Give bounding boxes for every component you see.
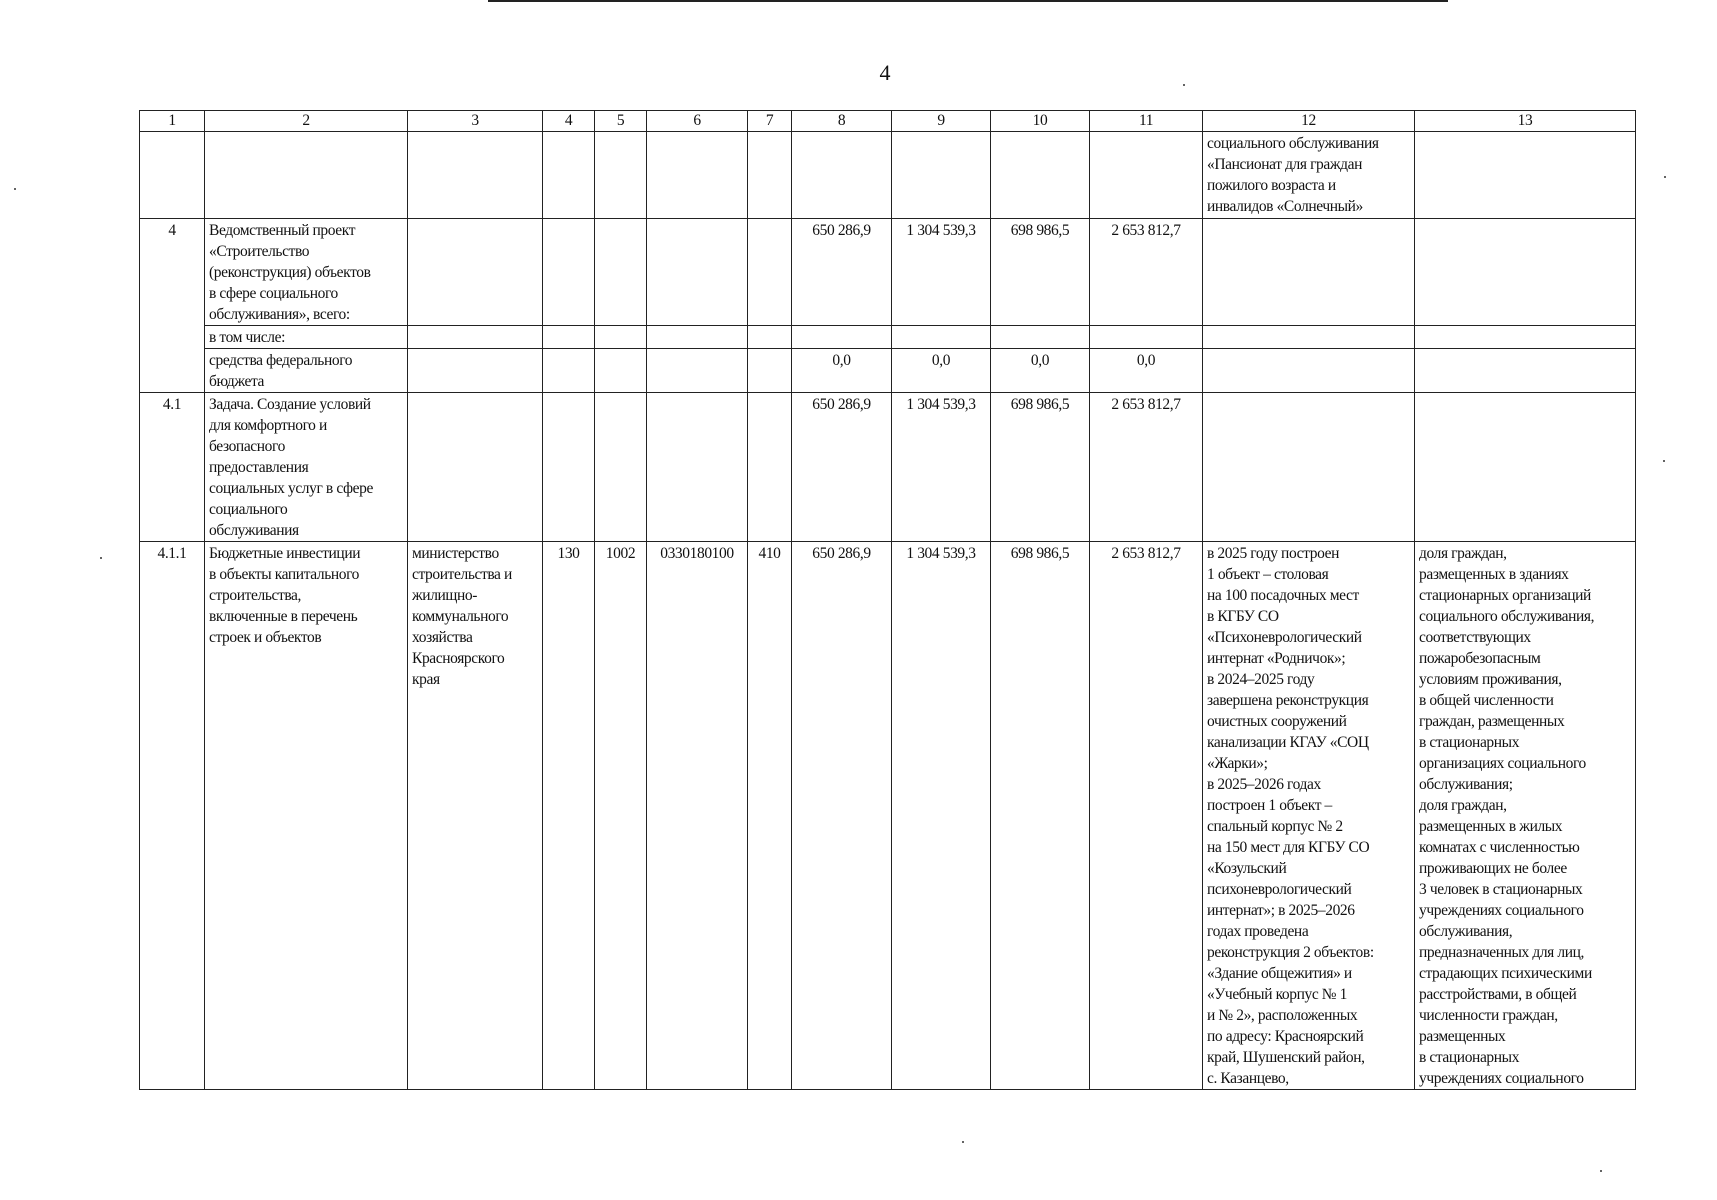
row-number: 4.1 [140,393,205,542]
value-col8: 650 286,9 [792,393,892,542]
column-number: 11 [1090,111,1203,132]
value-col8: 650 286,9 [792,542,892,1090]
value-col8: 650 286,9 [792,219,892,326]
column-number: 2 [205,111,408,132]
scan-speck [1663,460,1665,462]
column-number: 12 [1203,111,1415,132]
value-col10: 698 986,5 [991,542,1090,1090]
table-row-4-1 [140,393,1636,542]
column-number-row [140,111,1636,132]
column-number: 1 [140,111,205,132]
table-row-federal [140,349,1636,393]
scan-speck [962,1141,964,1143]
table-row-4 [140,219,1636,326]
page-number: 4 [879,60,891,85]
column-number: 5 [595,111,647,132]
row-name: в том числе: [205,326,408,349]
code-col5: 1002 [595,542,647,1090]
value-col8: 0,0 [792,349,892,393]
code-col6: 0330180100 [647,542,748,1090]
code-col4: 130 [543,542,595,1090]
value-col10: 698 986,5 [991,393,1090,542]
column-number: 6 [647,111,748,132]
column-number: 13 [1415,111,1636,132]
row-number: 4.1.1 [140,542,205,1090]
value-col11: 2 653 812,7 [1090,393,1203,542]
row-name: Задача. Создание условий для комфортного и безопасного предоставления социальных услуг в сфере социального обслуживания [205,393,408,542]
value-col10: 0,0 [991,349,1090,393]
row-name: средства федерального бюджета [205,349,408,393]
program-table [139,110,1636,1090]
value-col10: 698 986,5 [991,219,1090,326]
executor-cell: министерство строительства и жилищно- коммунального хозяйства Красноярского края [408,542,543,1090]
indicator-cell: доля граждан, размещенных в зданиях стационарных организаций социального обслуживания, соответствующих пожаробезопасным условиям проживания, в общей численности граждан, размещенных в стационарных организациях социального обслуживания; доля граждан, размещенных в жилых комнатах с численностью проживающих не более 3 человек в стационарных учреждениях социального обслуживания, предназначенных для лиц, страдающих психическими расстройствами, в общей численности граждан, размещенных в стационарных учреждениях социального [1415,542,1636,1090]
value-col11: 2 653 812,7 [1090,542,1203,1090]
table-row-4-1-1 [140,542,1636,1090]
result-cell: социального обслуживания «Пансионат для граждан пожилого возраста и инвалидов «Солнечный» [1203,132,1415,219]
row-name: Ведомственный проект «Строительство (реконструкция) объектов в сфере социального обслуживания», всего: [205,219,408,326]
value-col9: 1 304 539,3 [892,542,991,1090]
column-number: 8 [792,111,892,132]
column-number: 9 [892,111,991,132]
column-number: 7 [748,111,792,132]
value-col11: 2 653 812,7 [1090,219,1203,326]
column-number: 10 [991,111,1090,132]
row-name: Бюджетные инвестиции в объекты капитального строительства, включенные в перечень строек и объектов [205,542,408,1090]
scan-speck [1600,1170,1602,1172]
table-row-including [140,326,1636,349]
scan-speck [1664,176,1666,178]
value-col9: 1 304 539,3 [892,393,991,542]
row-number: 4 [140,219,205,393]
value-col9: 1 304 539,3 [892,219,991,326]
scan-speck [14,188,16,190]
value-col11: 0,0 [1090,349,1203,393]
code-col7: 410 [748,542,792,1090]
result-cell: в 2025 году построен 1 объект – столовая на 100 посадочных мест в КГБУ СО «Психоневрологический интернат «Родничок»; в 2024–2025 году завершена реконструкция очистных сооружений канализации КГАУ «СОЦ «Жарки»; в 2025–2026 годах построен 1 объект – спальный корпус № 2 на 150 мест для КГБУ СО «Козульский психоневрологический интернат»; в 2025–2026 годах проведена реконструкция 2 объектов: «Здание общежития» и «Учебный корпус № 1 и № 2», расположенных по адресу: Красноярский край, Шушенский район, с. Казанцево, [1203,542,1415,1090]
column-number: 4 [543,111,595,132]
top-rule [488,0,1448,2]
continuation-row [140,132,1636,219]
scan-speck [100,557,102,559]
column-number: 3 [408,111,543,132]
scan-speck [1183,84,1185,86]
value-col9: 0,0 [892,349,991,393]
